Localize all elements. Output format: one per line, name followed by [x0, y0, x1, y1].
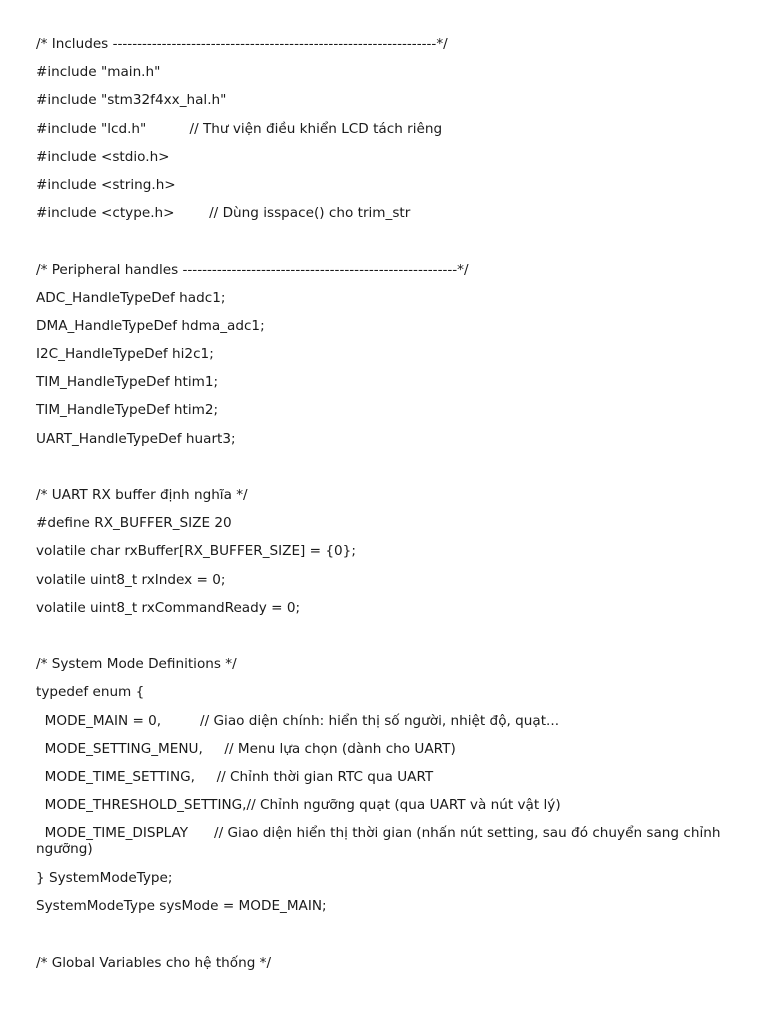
enum-mode-main: MODE_MAIN = 0, // Giao diện chính: hiển thị số người, nhiệt độ, quạt... — [36, 712, 560, 729]
typedef-enum-close: } SystemModeType; — [36, 870, 173, 887]
decl-htim2: TIM_HandleTypeDef htim2; — [36, 402, 219, 419]
decl-rxbuffer: volatile char rxBuffer[RX_BUFFER_SIZE] = {0}; — [36, 543, 356, 560]
enum-mode-threshold-setting: MODE_THRESHOLD_SETTING,// Chỉnh ngưỡng quạt (qua UART và nút vật lý) — [36, 797, 561, 814]
comment-includes: /* Includes ------------------------------------------------------------------*/ — [36, 36, 448, 52]
decl-hdma-adc1: DMA_HandleTypeDef hdma_adc1; — [36, 317, 265, 334]
include-main: #include "main.h" — [36, 64, 161, 81]
enum-mode-time-setting: MODE_TIME_SETTING, // Chỉnh thời gian RTC qua UART — [36, 768, 434, 785]
comment-peripheral-handles: /* Peripheral handles --------------------------------------------------------*/ — [36, 261, 469, 278]
decl-htim1: TIM_HandleTypeDef htim1; — [36, 374, 219, 391]
comment-global-variables: /* Global Variables cho hệ thống */ — [36, 954, 272, 971]
decl-huart3: UART_HandleTypeDef huart3; — [36, 430, 236, 447]
decl-rxcommandready: volatile uint8_t rxCommandReady = 0; — [36, 599, 301, 616]
code-document — [36, 33, 736, 980]
decl-hi2c1: I2C_HandleTypeDef hi2c1; — [36, 346, 214, 363]
blank-line — [36, 456, 736, 484]
include-stdio: #include <stdio.h> — [36, 148, 170, 165]
comment-uart-rx-buffer: /* UART RX buffer định nghĩa */ — [36, 487, 248, 503]
blank-line — [36, 625, 736, 653]
comment-system-mode: /* System Mode Definitions */ — [36, 656, 237, 673]
include-ctype: #include <ctype.h> // Dùng isspace() cho trim_str — [36, 205, 411, 222]
blank-line — [36, 924, 736, 952]
decl-sysmode: SystemModeType sysMode = MODE_MAIN; — [36, 898, 327, 915]
include-string: #include <string.h> — [36, 176, 176, 193]
enum-mode-time-display: MODE_TIME_DISPLAY // Giao diện hiển thị thời gian (nhấn nút setting, sau đó chuyển sang chỉnh ngưỡng) — [36, 825, 725, 858]
blank-line — [36, 230, 736, 258]
typedef-enum-open: typedef enum { — [36, 684, 145, 701]
include-lcd: #include "lcd.h" // Thư viện điều khiển LCD tách riêng — [36, 120, 443, 137]
include-hal: #include "stm32f4xx_hal.h" — [36, 92, 227, 109]
enum-mode-setting-menu: MODE_SETTING_MENU, // Menu lựa chọn (dành cho UART) — [36, 740, 456, 757]
decl-rxindex: volatile uint8_t rxIndex = 0; — [36, 571, 226, 588]
define-rx-buffer-size: #define RX_BUFFER_SIZE 20 — [36, 515, 232, 532]
decl-hadc1: ADC_HandleTypeDef hadc1; — [36, 289, 226, 306]
